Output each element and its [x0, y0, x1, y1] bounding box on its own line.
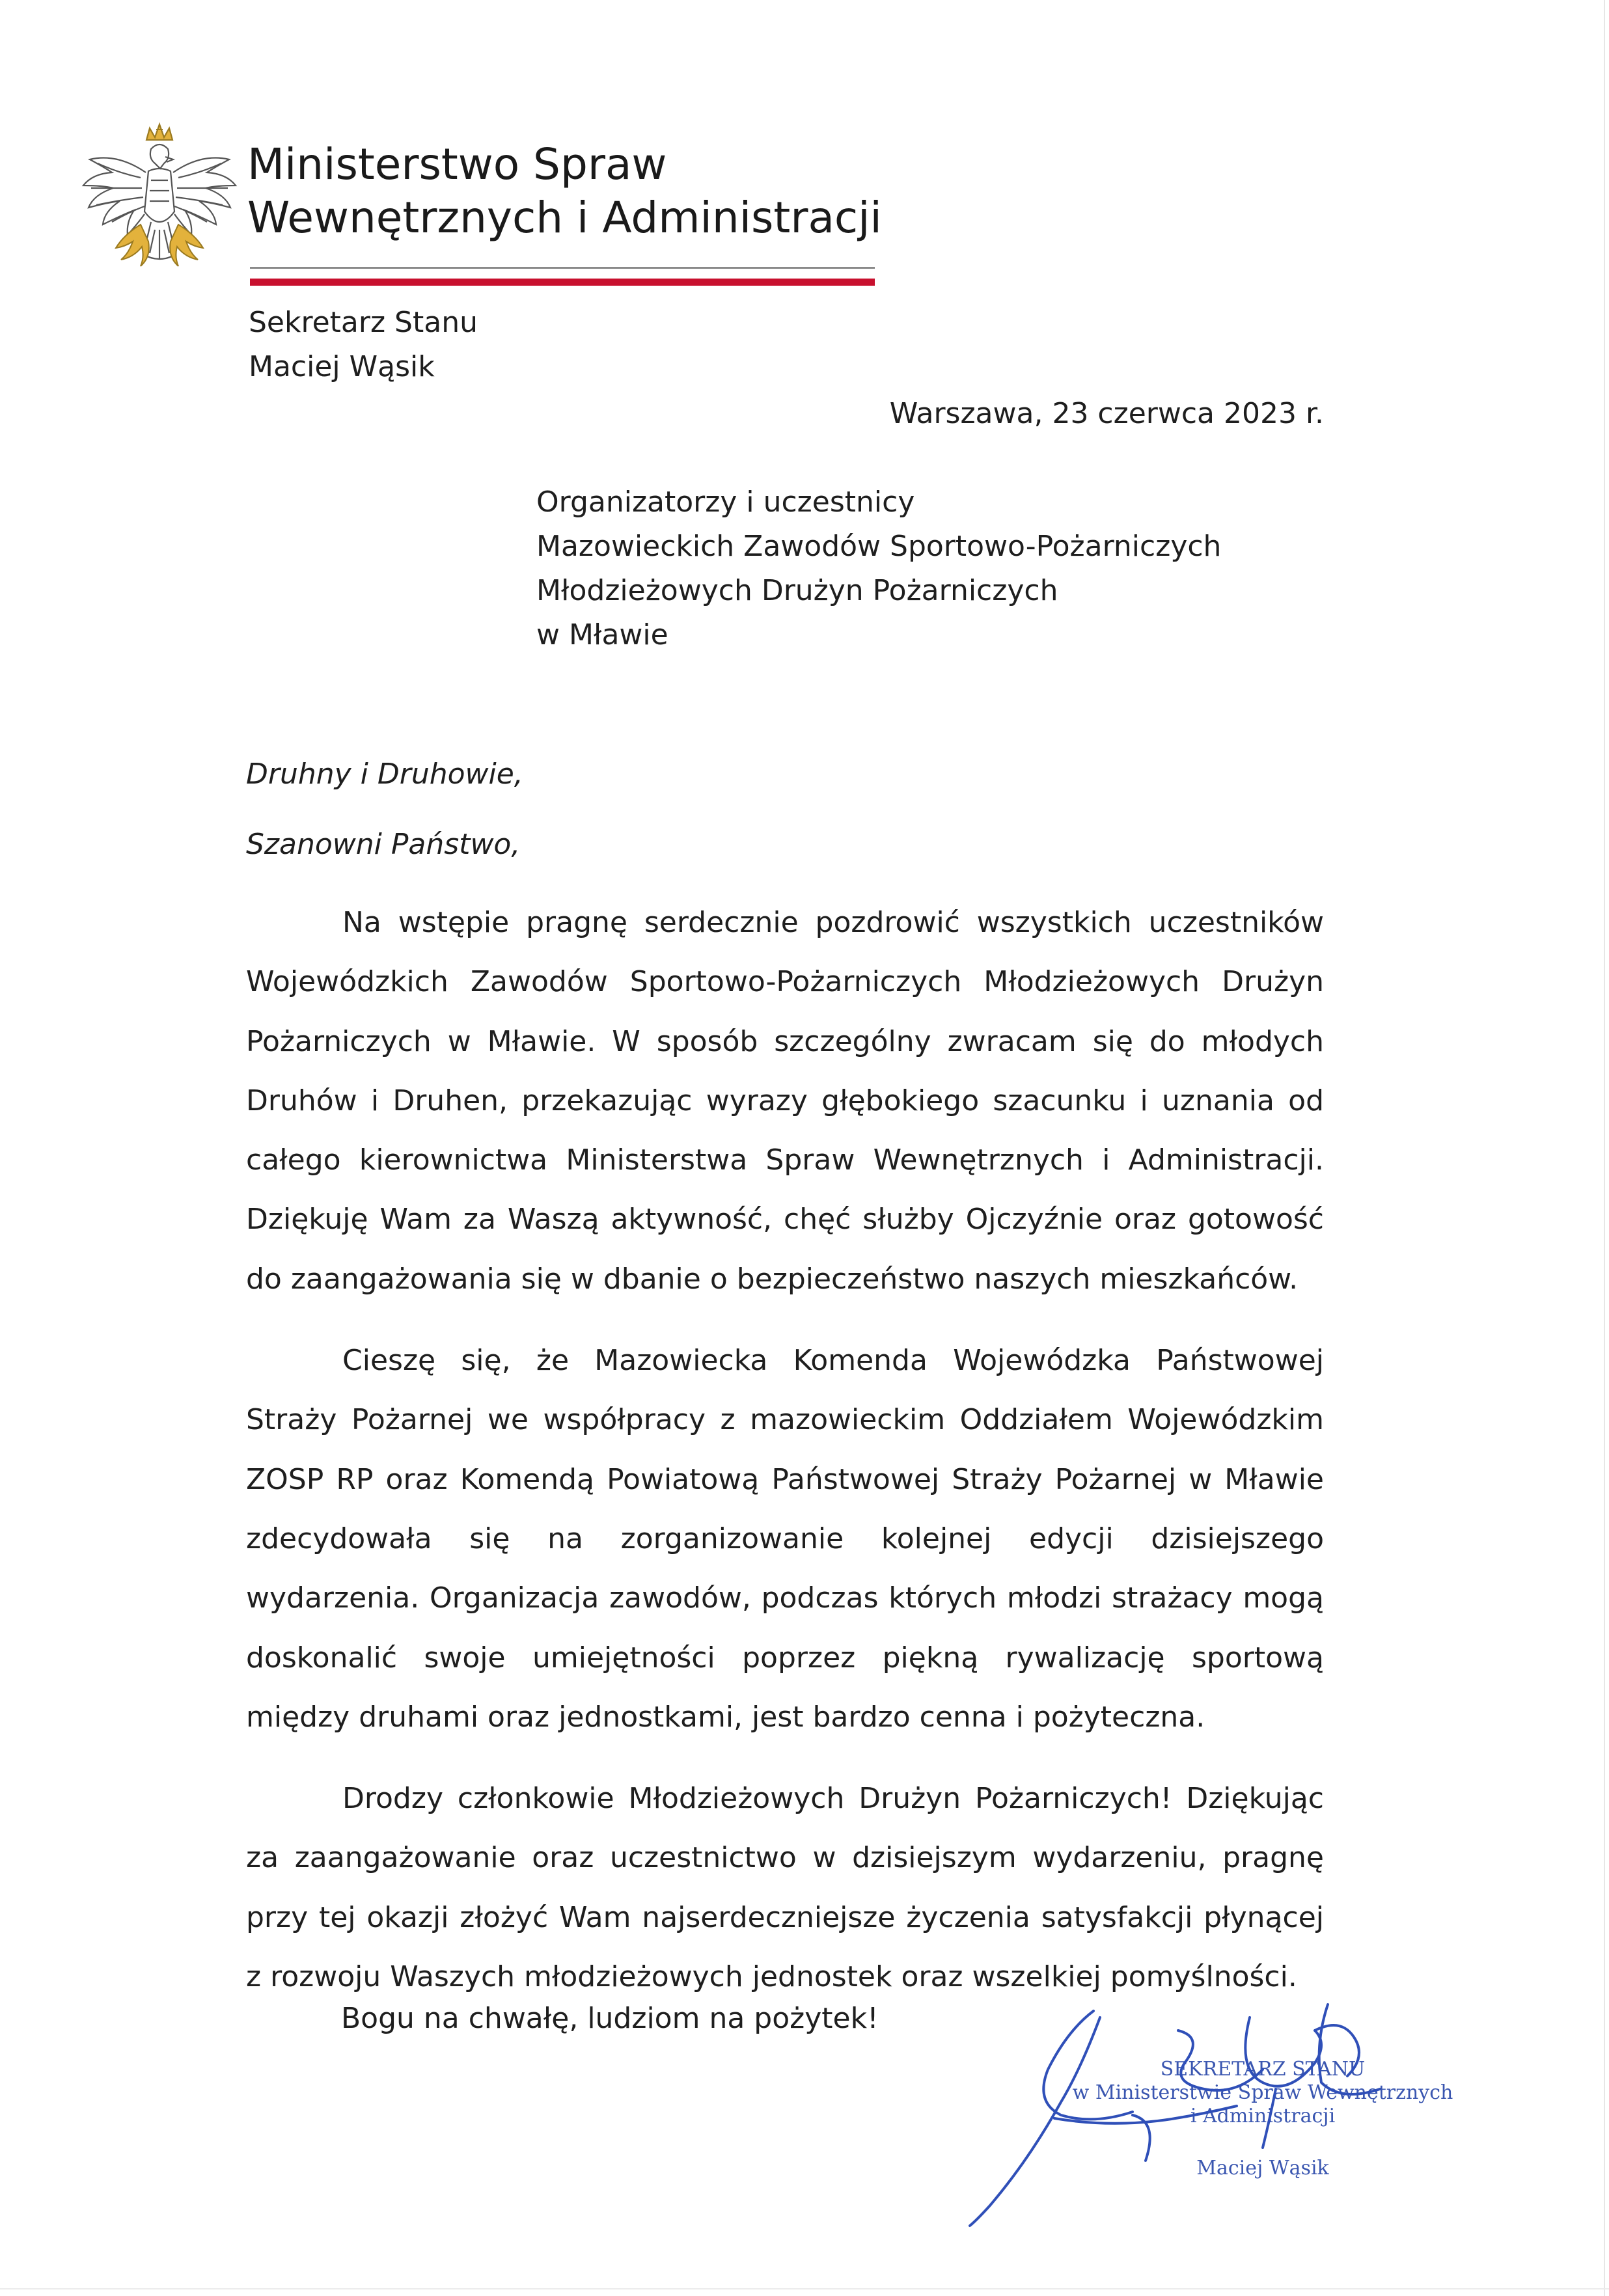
closing-line: Bogu na chwałę, ludziom na pożytek!: [341, 2002, 879, 2035]
stamp-name: Maciej Wąsik: [1196, 2157, 1329, 2180]
body-paragraph: Na wstępie pragnę serdecznie pozdrowić wszystkich uczestników Wojewódzkich Zawodów Sportowo-Pożarniczych Młodzieżowych Drużyn Pożarniczych w Mławie. W sposób szczególny zwracam się do młodych Druhów i Druhen, przekazując wyrazy głębokiego szacunku i uznania od całego kierownictwa Ministerstwa Spraw Wewnętrznych i Administracji. Dziękuję Wam za Waszą aktywność, chęć służby Ojczyźnie oraz gotowość do zaangażowania się w dbanie o bezpieczeństwo naszych mieszkańców.: [246, 906, 1324, 1296]
sender-name: Maciej Wąsik: [249, 350, 435, 383]
body-paragraph: Drodzy członkowie Młodzieżowych Drużyn Pożarniczych! Dziękując za zaangażowanie oraz uczestnictwo w dzisiejszym wydarzeniu, pragnę przy tej okazji złożyć Wam najserdeczniejsze życzenia satysfakcji płynącej z rozwoju Waszych młodzieżowych jednostek oraz wszelkiej pomyślności.: [246, 1782, 1324, 1994]
letter-body: [246, 893, 1324, 2029]
header-accent-bar: [250, 279, 875, 286]
page-edge: [0, 2288, 1609, 2289]
stamp-line: i Administracji: [1190, 2105, 1336, 2127]
ministry-name-line1: Ministerstwo Spraw: [247, 139, 667, 189]
white-eagle-emblem-icon: [78, 120, 241, 296]
stamp-line: SEKRETARZ STANU: [1160, 2058, 1366, 2081]
header-divider: [250, 267, 875, 269]
ministry-name-line2: Wewnętrznych i Administracji: [247, 193, 882, 243]
ministry-name: [247, 138, 882, 245]
salutation-line: Szanowni Państwo,: [246, 828, 521, 861]
recipient-line: Młodzieżowych Drużyn Pożarniczych: [536, 574, 1058, 607]
recipient-line: Organizatorzy i uczestnicy: [536, 485, 915, 519]
letter-date: Warszawa, 23 czerwca 2023 r.: [889, 397, 1324, 430]
sender-block: [249, 301, 478, 389]
stamp-line: w Ministerstwie Spraw Wewnętrznych: [1072, 2081, 1453, 2104]
handwritten-signature: [898, 1991, 1445, 2252]
recipient-line: w Mławie: [536, 618, 668, 651]
body-paragraph: Cieszę się, że Mazowiecka Komenda Wojewódzka Państwowej Straży Pożarnej we współpracy z mazowieckim Oddziałem Wojewódzkim ZOSP RP oraz Komendą Powiatową Państwowej Straży Pożarnej w Mławie zdecydowała się na zorganizowanie kolejnej edycji dzisiejszego wydarzenia. Organizacja zawodów, podczas których młodzi strażacy mogą doskonalić swoje umiejętności poprzez piękną rywalizację sportową między druhami oraz jednostkami, jest bardzo cenna i pożyteczna.: [246, 1344, 1324, 1734]
sender-title: Sekretarz Stanu: [249, 306, 478, 339]
recipient-block: [536, 480, 1221, 657]
page-edge: [1604, 0, 1605, 2296]
recipient-line: Mazowieckich Zawodów Sportowo-Pożarniczych: [536, 530, 1222, 563]
salutation-line: Druhny i Druhowie,: [246, 758, 523, 791]
